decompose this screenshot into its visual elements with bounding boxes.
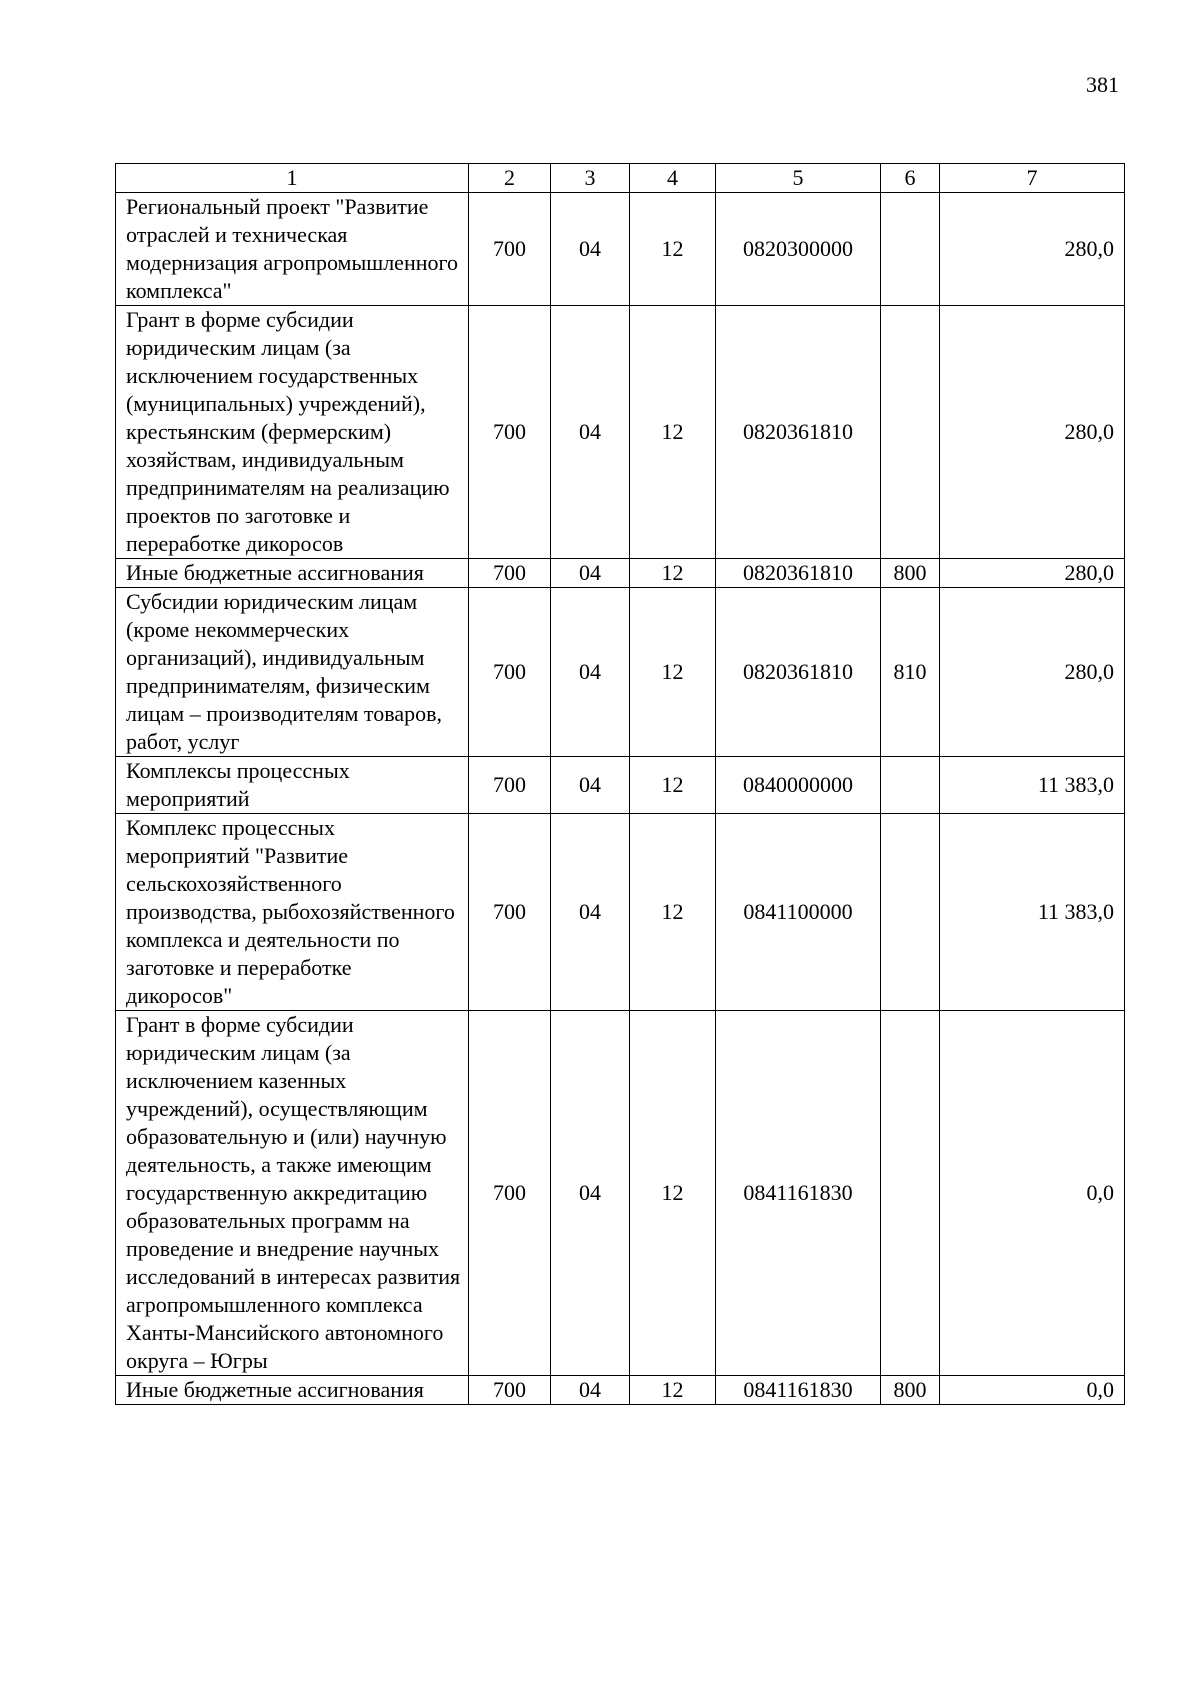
expense-type-cell [881, 306, 940, 559]
row-name-cell: Региональный проект "Развитие отраслей и техническая модернизация агропромышленного комплекса" [116, 193, 469, 306]
column-header: 3 [551, 164, 630, 193]
amount-cell: 0,0 [940, 1376, 1125, 1405]
subsection-code-cell: 12 [630, 1376, 716, 1405]
section-code-cell: 04 [551, 193, 630, 306]
column-header: 5 [716, 164, 881, 193]
subsection-code-cell: 12 [630, 559, 716, 588]
ministry-code-cell: 700 [469, 588, 551, 757]
section-code-cell: 04 [551, 814, 630, 1011]
section-code-cell: 04 [551, 588, 630, 757]
table-row [116, 193, 1125, 306]
row-name-cell: Иные бюджетные ассигнования [116, 559, 469, 588]
subsection-code-cell: 12 [630, 814, 716, 1011]
column-header: 6 [881, 164, 940, 193]
amount-cell: 280,0 [940, 559, 1125, 588]
row-name-cell: Субсидии юридическим лицам (кроме некоммерческих организаций), индивидуальным предпринимателям, физическим лицам – производителям товаров, работ, услуг [116, 588, 469, 757]
amount-cell: 280,0 [940, 193, 1125, 306]
table-row [116, 306, 1125, 559]
amount-cell: 11 383,0 [940, 814, 1125, 1011]
expense-type-cell [881, 757, 940, 814]
ministry-code-cell: 700 [469, 306, 551, 559]
row-name-cell: Комплекс процессных мероприятий "Развитие сельскохозяйственного производства, рыбохозяйственного комплекса и деятельности по заготовке и переработке дикоросов" [116, 814, 469, 1011]
target-article-cell: 0820361810 [716, 588, 881, 757]
row-name-cell: Иные бюджетные ассигнования [116, 1376, 469, 1405]
section-code-cell: 04 [551, 559, 630, 588]
subsection-code-cell: 12 [630, 757, 716, 814]
table-row [116, 588, 1125, 757]
expense-type-cell: 810 [881, 588, 940, 757]
ministry-code-cell: 700 [469, 193, 551, 306]
ministry-code-cell: 700 [469, 757, 551, 814]
target-article-cell: 0841161830 [716, 1376, 881, 1405]
column-header: 7 [940, 164, 1125, 193]
column-header: 4 [630, 164, 716, 193]
amount-cell: 11 383,0 [940, 757, 1125, 814]
section-code-cell: 04 [551, 1011, 630, 1376]
table-header-row [116, 164, 1125, 193]
section-code-cell: 04 [551, 306, 630, 559]
column-header: 2 [469, 164, 551, 193]
table-row [116, 559, 1125, 588]
target-article-cell: 0820300000 [716, 193, 881, 306]
table-row [116, 1376, 1125, 1405]
amount-cell: 280,0 [940, 306, 1125, 559]
page-number: 381 [1086, 72, 1119, 97]
expense-type-cell [881, 193, 940, 306]
expense-type-cell: 800 [881, 1376, 940, 1405]
ministry-code-cell: 700 [469, 1376, 551, 1405]
amount-cell: 280,0 [940, 588, 1125, 757]
row-name-cell: Грант в форме субсидии юридическим лицам (за исключением государственных (муниципальных) учреждений), крестьянским (фермерским) хозяйствам, индивидуальным предпринимателям на реализацию проектов по заготовке и переработке дикоросов [116, 306, 469, 559]
table-row [116, 814, 1125, 1011]
target-article-cell: 0841161830 [716, 1011, 881, 1376]
subsection-code-cell: 12 [630, 193, 716, 306]
table-row [116, 757, 1125, 814]
expense-type-cell [881, 814, 940, 1011]
section-code-cell: 04 [551, 1376, 630, 1405]
subsection-code-cell: 12 [630, 306, 716, 559]
table-row [116, 1011, 1125, 1376]
row-name-cell: Комплексы процессных мероприятий [116, 757, 469, 814]
budget-table [115, 163, 1125, 1405]
ministry-code-cell: 700 [469, 1011, 551, 1376]
target-article-cell: 0840000000 [716, 757, 881, 814]
row-name-cell: Грант в форме субсидии юридическим лицам (за исключением казенных учреждений), осуществляющим образовательную и (или) научную деятельность, а также имеющим государственную аккредитацию образовательных программ на проведение и внедрение научных исследований в интересах развития агропромышленного комплекса Ханты-Мансийского автономного округа – Югры [116, 1011, 469, 1376]
target-article-cell: 0820361810 [716, 306, 881, 559]
ministry-code-cell: 700 [469, 814, 551, 1011]
amount-cell: 0,0 [940, 1011, 1125, 1376]
column-header: 1 [116, 164, 469, 193]
subsection-code-cell: 12 [630, 588, 716, 757]
subsection-code-cell: 12 [630, 1011, 716, 1376]
expense-type-cell [881, 1011, 940, 1376]
section-code-cell: 04 [551, 757, 630, 814]
ministry-code-cell: 700 [469, 559, 551, 588]
target-article-cell: 0820361810 [716, 559, 881, 588]
target-article-cell: 0841100000 [716, 814, 881, 1011]
expense-type-cell: 800 [881, 559, 940, 588]
